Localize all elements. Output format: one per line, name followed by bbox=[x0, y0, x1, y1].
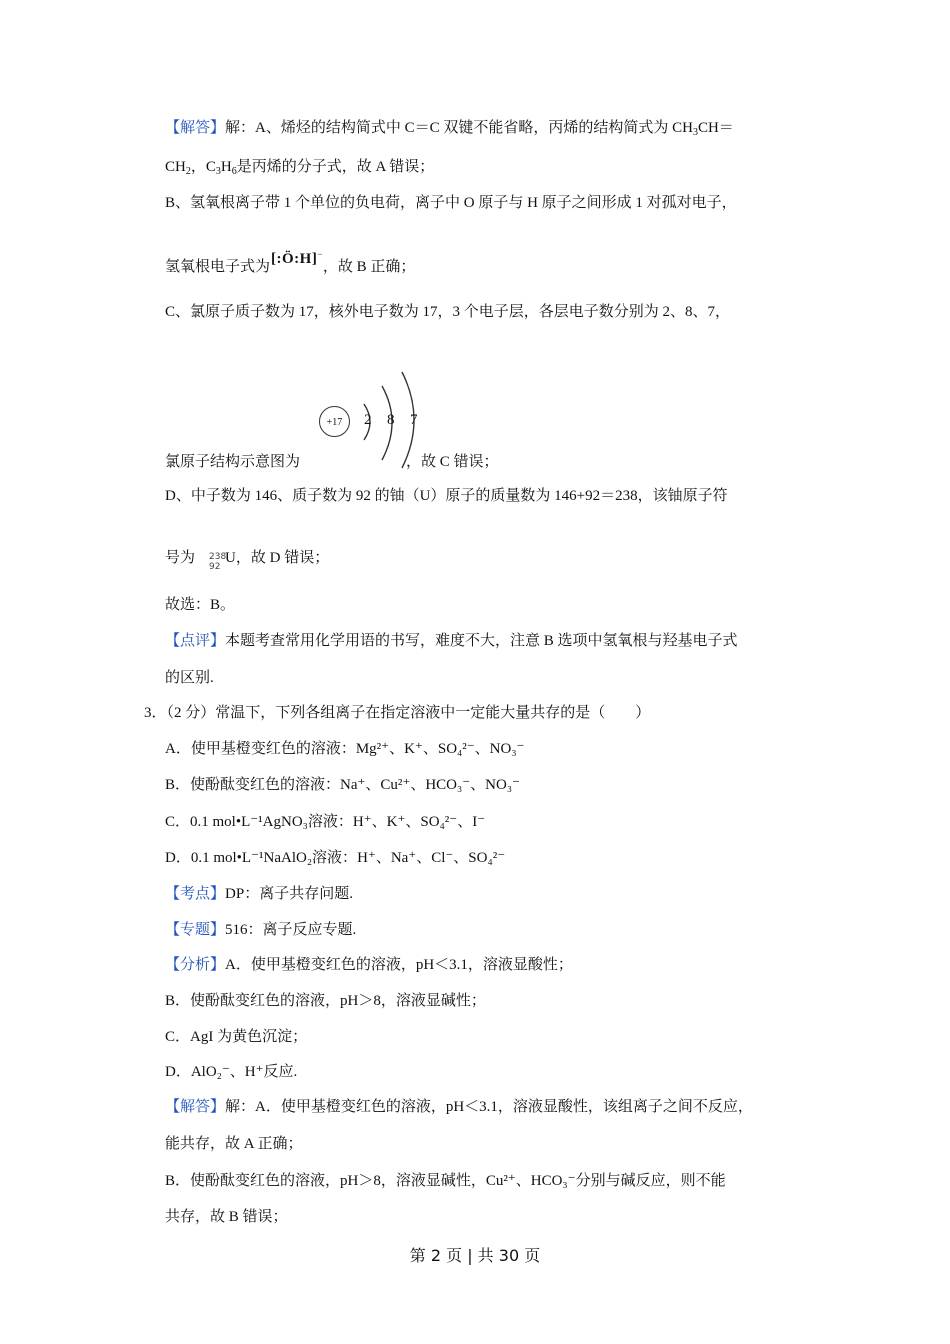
uranium-isotope-notation bbox=[209, 549, 227, 572]
zhuanti-tag: 【专题】 bbox=[165, 922, 226, 938]
shell-3-count: 7 bbox=[410, 412, 418, 428]
option-ions: Mg²⁺、K⁺、SO₄²⁻、NO₃⁻ bbox=[355, 741, 525, 757]
jieda-line-3: B．使酚酞变红色的溶液，pH＞8，溶液显碱性，Cu²⁺、HCO₃⁻分别与碱反应，则不能 bbox=[165, 1173, 726, 1189]
option-b bbox=[165, 775, 520, 795]
option-label: D．0.1 mol•L⁻¹NaAlO₂溶液： bbox=[165, 850, 358, 866]
text: 号为 bbox=[165, 550, 196, 566]
fenxi-line-4: D．AlO₂⁻、H⁺反应. bbox=[165, 1064, 298, 1080]
option-label: B．使酚酞变红色的溶液： bbox=[165, 777, 341, 793]
page-footer: 第 2 页 | 共 30 页 bbox=[409, 1246, 541, 1265]
text: H bbox=[220, 159, 232, 175]
answer-line-8 bbox=[165, 548, 330, 572]
option-ions: H⁺、Na⁺、Cl⁻、SO₄²⁻ bbox=[357, 850, 506, 866]
text: ，C bbox=[190, 159, 216, 175]
answer-line-1 bbox=[165, 118, 734, 138]
fenxi-line-3: C．AgI 为黄色沉淀； bbox=[165, 1029, 308, 1045]
formula: [:Ö:H] bbox=[271, 251, 318, 267]
text: ，故 B 正确； bbox=[322, 259, 416, 275]
answer-tag: 【解答】 bbox=[165, 120, 226, 136]
option-ions: H⁺、K⁺、SO₄²⁻、I⁻ bbox=[352, 814, 486, 830]
option-label: C．0.1 mol•L⁻¹AgNO₃溶液： bbox=[165, 814, 353, 830]
jieda-tag: 【解答】 bbox=[165, 1099, 226, 1115]
subscript: 3 bbox=[215, 166, 221, 177]
kaodian-tag: 【考点】 bbox=[165, 886, 226, 902]
answer-line-2 bbox=[165, 157, 434, 177]
kaodian-line bbox=[165, 884, 353, 904]
shell-2-count: 8 bbox=[387, 412, 395, 428]
text: 是丙烯的分子式，故 A 错误； bbox=[236, 159, 435, 175]
subscript: 2 bbox=[185, 166, 191, 177]
text: DP：离子共存问题. bbox=[225, 886, 353, 902]
fenxi-line-2: B．使酚酞变红色的溶液，pH＞8，溶液显碱性； bbox=[165, 993, 486, 1009]
charge: − bbox=[317, 249, 323, 259]
option-c bbox=[165, 812, 485, 832]
fenxi-line-1 bbox=[165, 955, 573, 975]
text: 氯原子结构示意图为 bbox=[165, 454, 301, 470]
text: 本题考查常用化学用语的书写，难度不大，注意 B 选项中氢氧根与羟基电子式 bbox=[225, 633, 738, 649]
atomic-number: 92 bbox=[209, 561, 221, 572]
option-d bbox=[165, 848, 505, 868]
fenxi-tag: 【分析】 bbox=[165, 957, 226, 973]
subscript: 6 bbox=[231, 166, 237, 177]
text: 解：A．使甲基橙变红色的溶液，pH＜3.1，溶液显酸性，该组离子之间不反应， bbox=[225, 1099, 753, 1115]
text: ，故 C 错误； bbox=[406, 454, 499, 470]
jieda-line-1 bbox=[165, 1097, 753, 1117]
option-label: A．使甲基橙变红色的溶液： bbox=[165, 741, 356, 757]
text: A．使甲基橙变红色的溶液，pH＜3.1，溶液显酸性； bbox=[225, 957, 573, 973]
answer-line-7: D、中子数为 146、质子数为 92 的铀（U）原子的质量数为 146+92＝238，该铀原子符 bbox=[165, 488, 728, 504]
text: CH bbox=[165, 159, 186, 175]
option-a bbox=[165, 739, 524, 759]
jieda-line-4: 共存，故 B 错误； bbox=[165, 1209, 288, 1225]
subscript: 3 bbox=[692, 127, 698, 138]
comment-tag: 【点评】 bbox=[165, 633, 226, 649]
shell-1-count: 2 bbox=[364, 412, 372, 428]
text: 解：A、烯烃的结构简式中 C＝C 双键不能省略，丙烯的结构简式为 CH bbox=[225, 120, 693, 136]
answer-line-3: B、氢氧根离子带 1 个单位的负电荷，离子中 O 原子与 H 原子之间形成 1 对孤对电子， bbox=[165, 195, 737, 211]
answer-line-6 bbox=[165, 452, 499, 472]
option-ions: Na⁺、Cu²⁺、HCO₃⁻、NO₃⁻ bbox=[340, 777, 520, 793]
text: 516：离子反应专题. bbox=[225, 922, 357, 938]
hydroxide-electron-formula bbox=[271, 249, 323, 269]
answer-line-4 bbox=[165, 249, 416, 277]
answer-line-5: C、氯原子质子数为 17，核外电子数为 17，3 个电子层，各层电子数分别为 2、8、7， bbox=[165, 304, 731, 320]
element-symbol: U bbox=[225, 550, 236, 566]
zhuanti-line bbox=[165, 920, 356, 940]
jieda-line-2: 能共存，故 A 正确； bbox=[165, 1136, 303, 1152]
question-3-stem: 3．（2 分）常温下，下列各组离子在指定溶液中一定能大量共存的是（ ） bbox=[144, 705, 651, 721]
text: 氢氧根电子式为 bbox=[165, 259, 271, 275]
answer-final-choice: 故选：B。 bbox=[165, 597, 236, 613]
mass-number: 238 bbox=[209, 551, 227, 562]
text: ，故 D 错误； bbox=[235, 550, 330, 566]
comment-line-1 bbox=[165, 631, 738, 651]
text: CH＝ bbox=[697, 120, 734, 136]
comment-line-2: 的区别. bbox=[165, 670, 214, 686]
nucleus: +17 bbox=[319, 406, 350, 437]
